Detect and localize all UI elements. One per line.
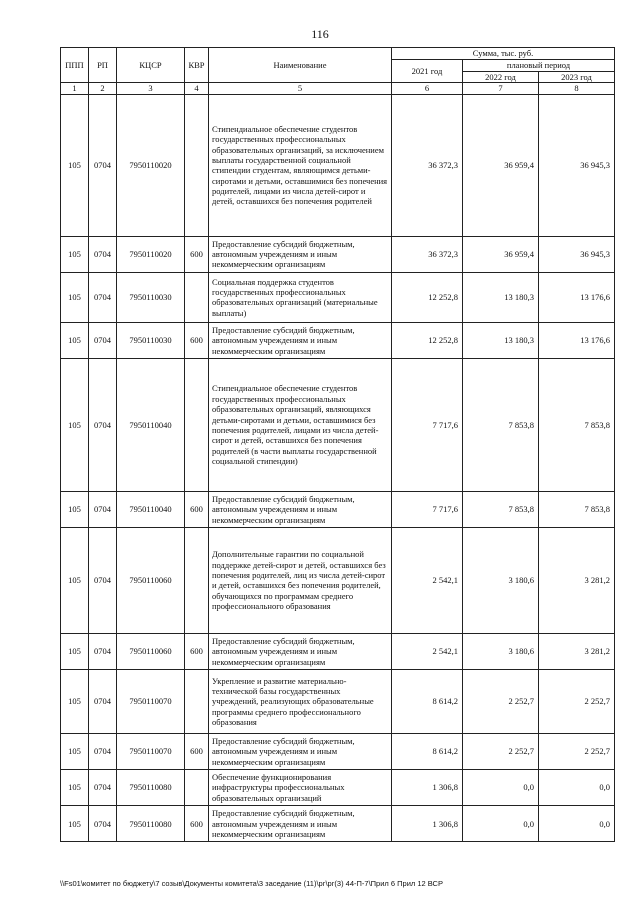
col-num-1: 1 <box>61 83 89 94</box>
cell-ppp: 105 <box>61 236 89 272</box>
cell-ppp: 105 <box>61 734 89 770</box>
cell-2021: 8 614,2 <box>392 670 463 734</box>
table-row <box>61 236 615 272</box>
cell-kvr: 600 <box>185 633 209 669</box>
table-row <box>61 806 615 842</box>
cell-rp: 0704 <box>89 770 117 806</box>
cell-2021: 8 614,2 <box>392 734 463 770</box>
table-row <box>61 272 615 322</box>
cell-2021: 7 717,6 <box>392 358 463 491</box>
cell-2023: 0,0 <box>539 770 615 806</box>
cell-rp: 0704 <box>89 236 117 272</box>
cell-ppp: 105 <box>61 770 89 806</box>
cell-name: Предоставление субсидий бюджетным, автономным учреждениям и иным некоммерческим организациям <box>209 734 392 770</box>
cell-kvr: 600 <box>185 236 209 272</box>
header-sum: Сумма, тыс. руб. <box>392 48 615 60</box>
header-plan-period: плановый период <box>463 60 615 72</box>
header-2022: 2022 год <box>463 72 539 83</box>
cell-2023: 13 176,6 <box>539 272 615 322</box>
cell-ppp: 105 <box>61 670 89 734</box>
cell-kvr: 600 <box>185 322 209 358</box>
cell-name: Предоставление субсидий бюджетным, автономным учреждениям и иным некоммерческим организациям <box>209 491 392 527</box>
header-kvr: КВР <box>185 48 209 83</box>
header-ppp: ППП <box>61 48 89 83</box>
cell-rp: 0704 <box>89 806 117 842</box>
budget-table <box>60 47 615 842</box>
cell-rp: 0704 <box>89 272 117 322</box>
cell-ppp: 105 <box>61 633 89 669</box>
cell-2021: 36 372,3 <box>392 94 463 236</box>
cell-kcsr: 7950110030 <box>117 272 185 322</box>
cell-kvr: 600 <box>185 491 209 527</box>
cell-kvr <box>185 272 209 322</box>
cell-2022: 13 180,3 <box>463 322 539 358</box>
cell-kcsr: 7950110040 <box>117 491 185 527</box>
cell-kvr <box>185 358 209 491</box>
col-num-7: 7 <box>463 83 539 94</box>
cell-kvr: 600 <box>185 734 209 770</box>
cell-2022: 0,0 <box>463 806 539 842</box>
cell-2022: 36 959,4 <box>463 94 539 236</box>
cell-rp: 0704 <box>89 670 117 734</box>
cell-name: Стипендиальное обеспечение студентов государственных профессиональных образовательных организаций, являющихся детьми-сиротами и детьми, оставшимися без попечения родителей, лицами из числа детей-сирот и детей, оставшихся без попечения родителей (в части выплаты государственной социальной стипендии) <box>209 358 392 491</box>
col-num-3: 3 <box>117 83 185 94</box>
cell-2022: 13 180,3 <box>463 272 539 322</box>
cell-2023: 13 176,6 <box>539 322 615 358</box>
cell-ppp: 105 <box>61 272 89 322</box>
cell-2021: 1 306,8 <box>392 806 463 842</box>
header-kcsr: КЦСР <box>117 48 185 83</box>
cell-2021: 2 542,1 <box>392 527 463 633</box>
cell-2021: 36 372,3 <box>392 236 463 272</box>
col-num-2: 2 <box>89 83 117 94</box>
cell-2021: 7 717,6 <box>392 491 463 527</box>
cell-name: Социальная поддержка студентов государственных профессиональных образовательных организаций (материальные выплаты) <box>209 272 392 322</box>
cell-2023: 7 853,8 <box>539 358 615 491</box>
cell-name: Дополнительные гарантии по социальной поддержке детей-сирот и детей, оставшихся без попечения родителей, лиц из числа детей-сирот и детей, оставшихся без попечения родителей, обучающихся по программам среднего профессионального образования <box>209 527 392 633</box>
header-2023: 2023 год <box>539 72 615 83</box>
table-row <box>61 94 615 236</box>
cell-ppp: 105 <box>61 491 89 527</box>
table-row <box>61 633 615 669</box>
cell-2023: 36 945,3 <box>539 94 615 236</box>
col-num-8: 8 <box>539 83 615 94</box>
cell-name: Предоставление субсидий бюджетным, автономным учреждениям и иным некоммерческим организациям <box>209 322 392 358</box>
cell-kvr <box>185 770 209 806</box>
cell-2022: 0,0 <box>463 770 539 806</box>
cell-name: Предоставление субсидий бюджетным, автономным учреждениям и иным некоммерческим организациям <box>209 633 392 669</box>
cell-2022: 7 853,8 <box>463 358 539 491</box>
cell-rp: 0704 <box>89 94 117 236</box>
cell-2022: 2 252,7 <box>463 670 539 734</box>
table-row <box>61 358 615 491</box>
cell-2022: 36 959,4 <box>463 236 539 272</box>
table-row <box>61 491 615 527</box>
cell-ppp: 105 <box>61 358 89 491</box>
cell-2022: 7 853,8 <box>463 491 539 527</box>
cell-kcsr: 7950110020 <box>117 94 185 236</box>
table-row <box>61 670 615 734</box>
cell-name: Обеспечение функционирования инфраструктуры профессиональных образовательных организаций <box>209 770 392 806</box>
header-2021: 2021 год <box>392 60 463 83</box>
page-number: 116 <box>311 27 329 41</box>
table-row <box>61 734 615 770</box>
cell-kvr: 600 <box>185 806 209 842</box>
cell-2023: 2 252,7 <box>539 670 615 734</box>
cell-kcsr: 7950110070 <box>117 670 185 734</box>
col-num-6: 6 <box>392 83 463 94</box>
cell-2022: 2 252,7 <box>463 734 539 770</box>
header-name: Наименование <box>209 48 392 83</box>
cell-rp: 0704 <box>89 633 117 669</box>
file-path-footer: \\Fs01\комитет по бюджету\7 созыв\Документы комитета\3 заседание (11)\рг\рг(3) 44-П-7\Прил 6 Прил 12 ВСР <box>60 879 443 888</box>
cell-name: Предоставление субсидий бюджетным, автономным учреждениям и иным некоммерческим организациям <box>209 806 392 842</box>
cell-kcsr: 7950110080 <box>117 770 185 806</box>
cell-kcsr: 7950110060 <box>117 527 185 633</box>
cell-2023: 3 281,2 <box>539 633 615 669</box>
cell-kcsr: 7950110060 <box>117 633 185 669</box>
cell-rp: 0704 <box>89 322 117 358</box>
cell-kvr <box>185 670 209 734</box>
cell-2023: 2 252,7 <box>539 734 615 770</box>
cell-2023: 36 945,3 <box>539 236 615 272</box>
cell-ppp: 105 <box>61 806 89 842</box>
cell-rp: 0704 <box>89 734 117 770</box>
cell-name: Стипендиальное обеспечение студентов государственных профессиональных образовательных организаций, за исключением выплаты государственной социальной стипендии студентам, являющимся детьми-сиротами и детьми, оставшимися без попечения родителей, лицами из числа детей-сирот и детей, оставшихся без попечения родителей <box>209 94 392 236</box>
cell-2023: 0,0 <box>539 806 615 842</box>
cell-2023: 7 853,8 <box>539 491 615 527</box>
header-rp: РП <box>89 48 117 83</box>
cell-2021: 12 252,8 <box>392 322 463 358</box>
cell-rp: 0704 <box>89 358 117 491</box>
cell-2022: 3 180,6 <box>463 527 539 633</box>
cell-2023: 3 281,2 <box>539 527 615 633</box>
cell-kcsr: 7950110070 <box>117 734 185 770</box>
table-row <box>61 527 615 633</box>
cell-kcsr: 7950110020 <box>117 236 185 272</box>
cell-ppp: 105 <box>61 527 89 633</box>
cell-2021: 12 252,8 <box>392 272 463 322</box>
cell-rp: 0704 <box>89 527 117 633</box>
cell-kcsr: 7950110040 <box>117 358 185 491</box>
cell-rp: 0704 <box>89 491 117 527</box>
col-num-5: 5 <box>209 83 392 94</box>
cell-name: Укрепление и развитие материально-технической базы государственных учреждений, реализующих образовательные программы среднего профессионального образования <box>209 670 392 734</box>
cell-ppp: 105 <box>61 322 89 358</box>
cell-2021: 2 542,1 <box>392 633 463 669</box>
table-row <box>61 322 615 358</box>
cell-name: Предоставление субсидий бюджетным, автономным учреждениям и иным некоммерческим организациям <box>209 236 392 272</box>
cell-2021: 1 306,8 <box>392 770 463 806</box>
cell-ppp: 105 <box>61 94 89 236</box>
cell-kvr <box>185 94 209 236</box>
col-num-4: 4 <box>185 83 209 94</box>
cell-kcsr: 7950110080 <box>117 806 185 842</box>
cell-kcsr: 7950110030 <box>117 322 185 358</box>
cell-kvr <box>185 527 209 633</box>
cell-2022: 3 180,6 <box>463 633 539 669</box>
table-row <box>61 770 615 806</box>
